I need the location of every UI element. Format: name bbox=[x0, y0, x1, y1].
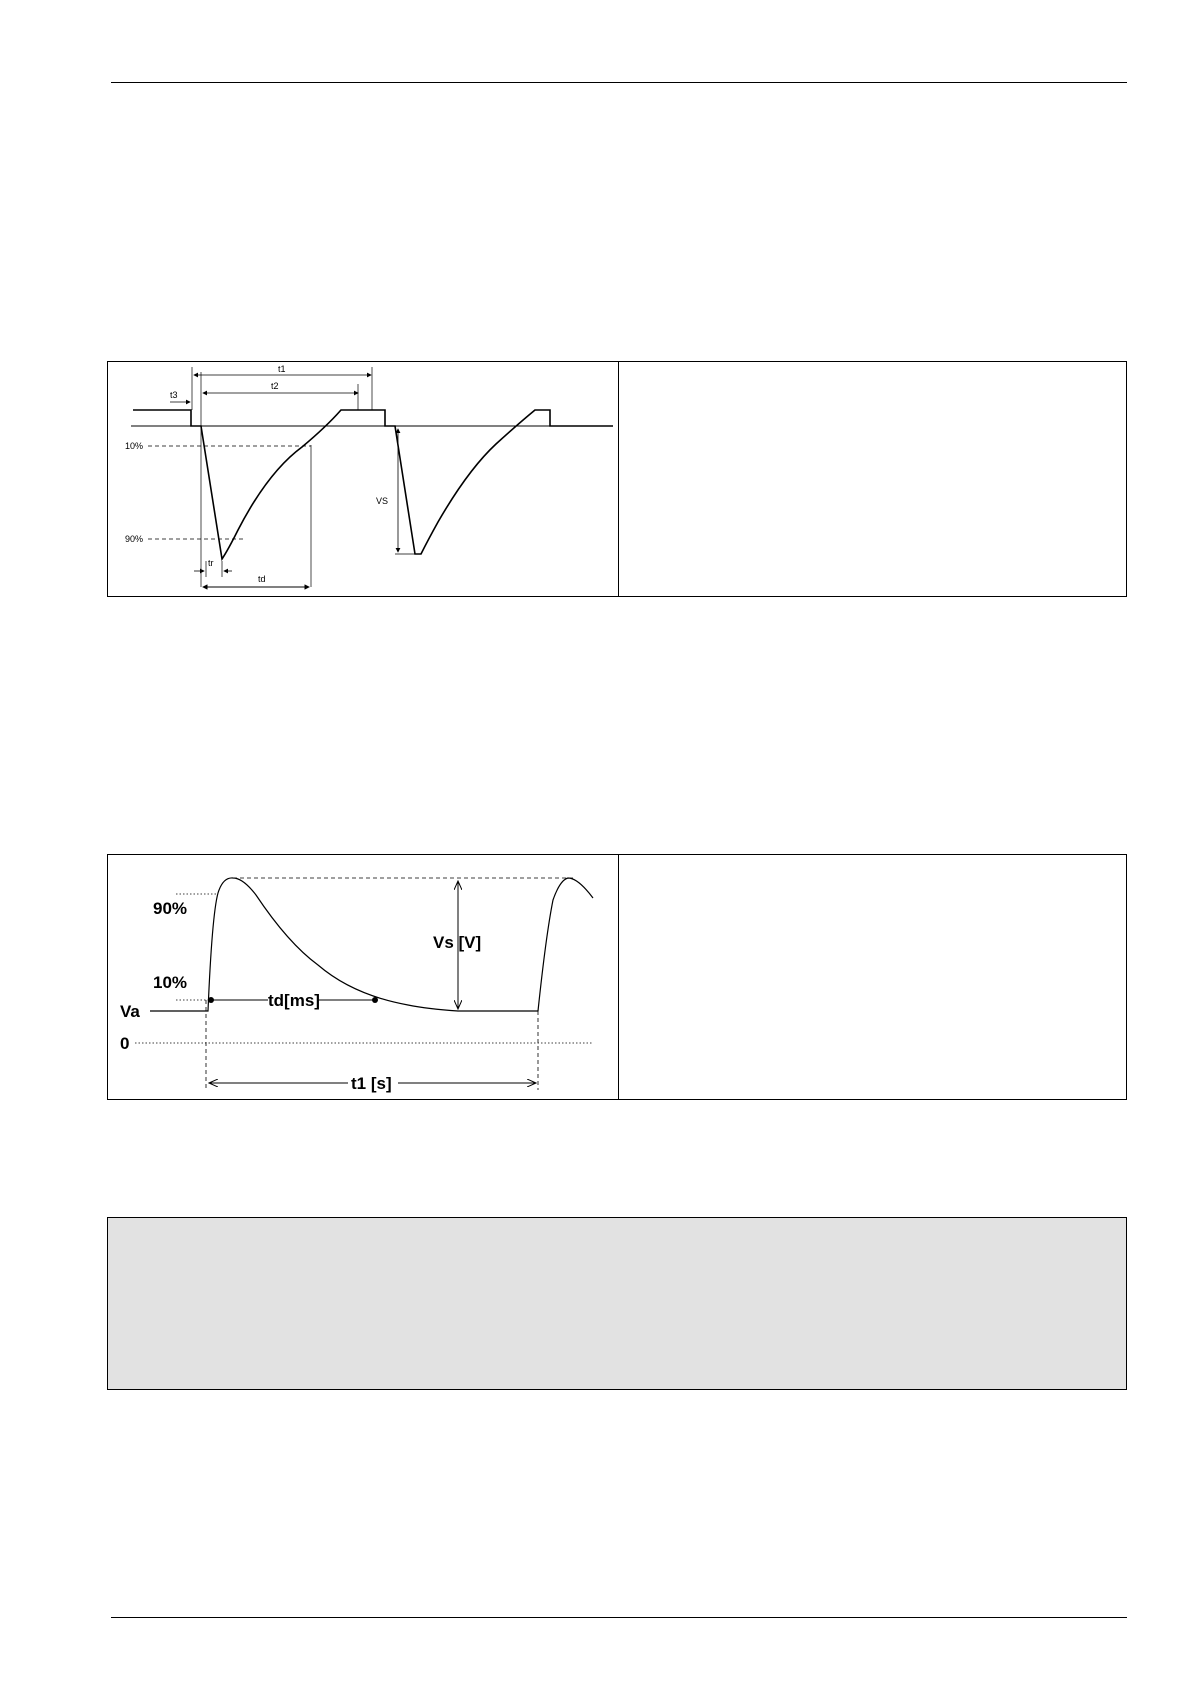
pulse-waveform-diagram bbox=[108, 362, 618, 598]
label-zero: 0 bbox=[120, 1034, 130, 1053]
label-td: td[ms] bbox=[268, 991, 320, 1010]
label-90-percent: 90% bbox=[153, 899, 188, 918]
label-10-percent: 10% bbox=[153, 973, 188, 992]
label-t2: t2 bbox=[271, 381, 279, 391]
label-va: Va bbox=[120, 1002, 140, 1021]
figure-1-table bbox=[107, 361, 1127, 597]
label-t3: t3 bbox=[170, 390, 178, 400]
header-rule bbox=[111, 82, 1127, 83]
note-box bbox=[107, 1217, 1127, 1390]
label-vs: VS bbox=[376, 496, 389, 506]
table-divider bbox=[618, 362, 619, 596]
figure-2-table bbox=[107, 854, 1127, 1100]
label-td: td bbox=[258, 574, 266, 584]
label-tr: tr bbox=[208, 558, 214, 568]
footer-rule bbox=[111, 1617, 1127, 1618]
td-start-dot bbox=[208, 997, 214, 1003]
label-t1: t1 bbox=[278, 364, 286, 374]
label-90-percent: 90% bbox=[125, 534, 144, 544]
table-divider bbox=[618, 855, 619, 1099]
td-end-dot bbox=[372, 997, 378, 1003]
waveform-trace bbox=[133, 410, 613, 559]
waveform-trace bbox=[150, 878, 593, 1011]
label-10-percent: 10% bbox=[125, 441, 144, 451]
voltage-waveform-diagram bbox=[108, 855, 618, 1101]
label-vs: Vs [V] bbox=[433, 933, 482, 952]
label-t1: t1 [s] bbox=[351, 1074, 392, 1093]
